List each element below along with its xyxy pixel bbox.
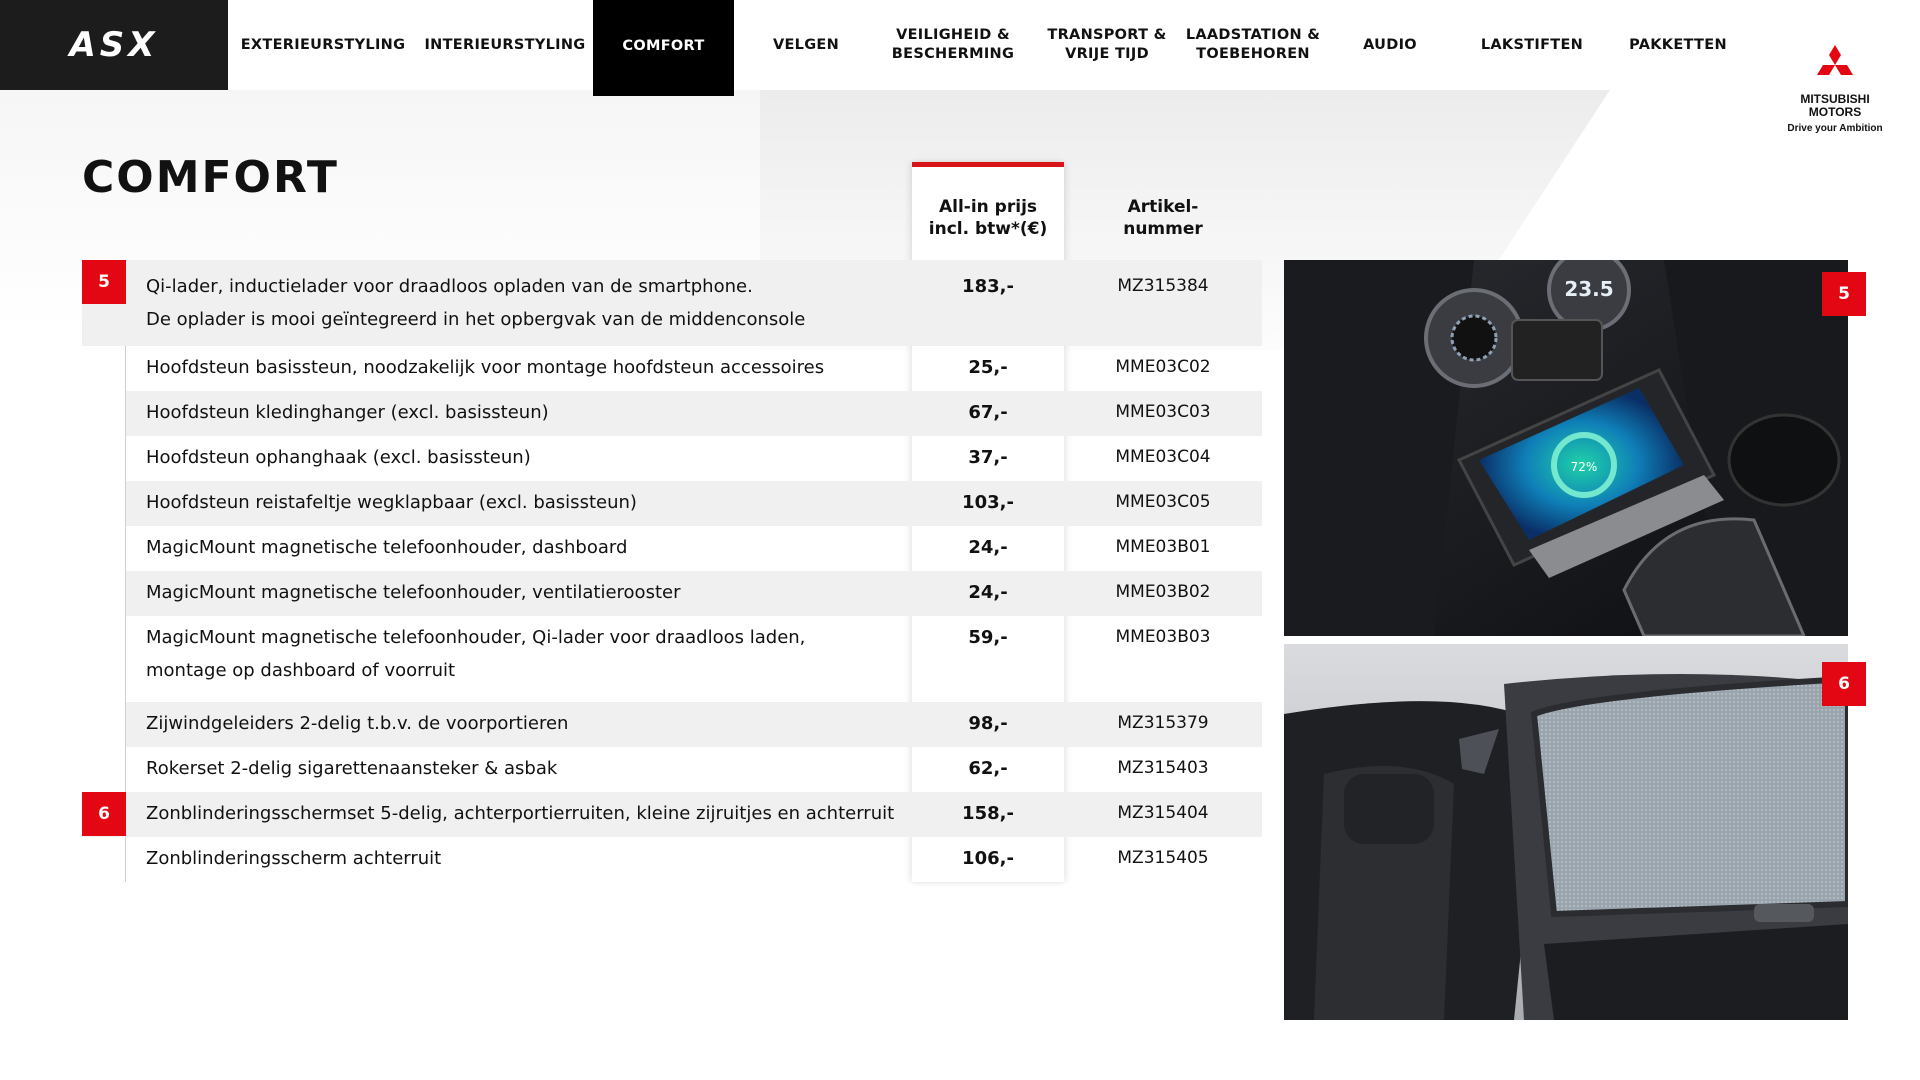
nav-comfort[interactable] — [593, 0, 734, 92]
table-row — [82, 747, 1262, 792]
price-column-red-bar — [912, 162, 1064, 167]
item-article-number: MZ315404 — [1117, 803, 1209, 823]
item-price: 25,- — [968, 357, 1008, 378]
nav-label: TRANSPORT & VRIJE TIJD — [1047, 27, 1167, 62]
nav-label: COMFORT — [622, 37, 705, 54]
item-price: 67,- — [968, 402, 1008, 423]
item-description: Zijwindgeleiders 2-delig t.b.v. de voorportieren — [146, 713, 569, 734]
item-article-number: MME03B02 — [1115, 582, 1211, 602]
nav-pakketten[interactable] — [1608, 0, 1748, 90]
item-article-number: MME03C05 — [1115, 492, 1211, 512]
table-row — [82, 616, 1262, 702]
item-price: 106,- — [962, 848, 1014, 869]
row-divider-line — [125, 481, 126, 526]
nav-interieurstyling[interactable] — [420, 0, 590, 90]
item-description: Rokerset 2-delig sigarettenaansteker & asbak — [146, 758, 558, 779]
article-column-header: Artikel- nummer — [1123, 197, 1203, 239]
item-description: Zonblinderingsschermset 5-delig, achterportierruiten, kleine zijruitjes en achterruit — [146, 803, 895, 824]
item-article-number: MME03C04 — [1115, 447, 1211, 467]
nav-label: EXTERIEURSTYLING — [240, 36, 406, 53]
page-title: COMFORT — [82, 152, 339, 203]
row-divider-line — [125, 747, 126, 792]
photo-5-badge: 5 — [1822, 272, 1866, 316]
table-row — [82, 526, 1262, 571]
mitsubishi-diamonds-icon — [1815, 45, 1855, 85]
nav-label: LAKSTIFTEN — [1480, 36, 1584, 53]
table-row — [82, 436, 1262, 481]
item-price: 183,- — [962, 276, 1014, 297]
row-divider-line — [125, 346, 126, 391]
table-row — [82, 792, 1262, 837]
temp-readout: 23.5 — [1564, 277, 1614, 301]
item-article-number: MZ315379 — [1117, 713, 1209, 733]
charge-percentage: 72% — [1570, 460, 1598, 474]
nav-audio[interactable] — [1330, 0, 1450, 90]
row-divider-line — [125, 391, 126, 436]
nav-label: INTERIEURSTYLING — [424, 36, 586, 53]
item-article-number: MME03C03 — [1115, 402, 1211, 422]
table-row — [82, 571, 1262, 616]
photo-wireless-charger — [1284, 260, 1848, 636]
item-article-number: MZ315384 — [1117, 276, 1209, 296]
table-row — [82, 260, 1262, 346]
asx-logo[interactable] — [0, 0, 228, 90]
item-description: Hoofdsteun kledinghanger (excl. basissteun) — [146, 402, 549, 423]
price-column-header: All-in prijs incl. btw*(€) — [928, 197, 1048, 239]
row-divider-line — [125, 837, 126, 882]
nav-laadstation-toebehoren[interactable] — [1178, 0, 1328, 90]
item-description: Hoofdsteun reistafeltje wegklapbaar (excl. basissteun) — [146, 492, 637, 513]
table-row — [82, 481, 1262, 526]
item-price: 158,- — [962, 803, 1014, 824]
item-description: MagicMount magnetische telefoonhouder, dashboard — [146, 537, 628, 558]
nav-velgen[interactable] — [744, 0, 868, 90]
item-description: Hoofdsteun ophanghaak (excl. basissteun) — [146, 447, 531, 468]
item-article-number: MZ315405 — [1117, 848, 1209, 868]
brand-tagline: Drive your Ambition — [1787, 123, 1883, 134]
nav-active-underline — [593, 92, 734, 96]
item-article-number: MME03B03 — [1115, 627, 1211, 647]
item-price: 59,- — [968, 627, 1008, 648]
item-number-badge: 6 — [82, 792, 126, 836]
item-price: 37,- — [968, 447, 1008, 468]
nav-veiligheid-bescherming[interactable] — [878, 0, 1028, 90]
row-divider-line — [125, 436, 126, 481]
nav-label: AUDIO — [1363, 36, 1417, 53]
item-description: Qi-lader, inductielader voor draadloos opladen van de smartphone. De oplader is mooi geïntegreerd in het opbergvak van de middenconsole — [146, 276, 806, 330]
photo-rear-window-sunshade — [1284, 644, 1848, 1020]
table-row — [82, 702, 1262, 747]
item-price: 98,- — [968, 713, 1008, 734]
item-article-number: MME03C02 — [1115, 357, 1211, 377]
mitsubishi-brand — [1770, 45, 1900, 145]
table-row — [82, 837, 1262, 882]
item-description: MagicMount magnetische telefoonhouder, Qi-lader voor draadloos laden, montage op dashboard of voorruit — [146, 627, 806, 681]
item-article-number: MZ315403 — [1117, 758, 1209, 778]
brand-name: MITSUBISHI MOTORS — [1800, 92, 1870, 119]
item-number-badge: 5 — [82, 260, 126, 304]
comfort-price-table — [82, 260, 1262, 882]
nav-label: PAKKETTEN — [1629, 36, 1727, 53]
item-price: 103,- — [962, 492, 1014, 513]
item-price: 24,- — [968, 537, 1008, 558]
nav-transport-vrije-tijd[interactable] — [1032, 0, 1182, 90]
item-price: 24,- — [968, 582, 1008, 603]
nav-label: VEILIGHEID & BESCHERMING — [891, 27, 1015, 62]
row-divider-line — [125, 616, 126, 702]
asx-wordmark-text: ASX — [69, 29, 159, 61]
item-description: Hoofdsteun basissteun, noodzakelijk voor montage hoofdsteun accessoires — [146, 357, 825, 378]
table-row — [82, 346, 1262, 391]
row-divider-line — [125, 702, 126, 747]
table-row — [82, 391, 1262, 436]
top-navigation — [0, 0, 1920, 96]
item-price: 62,- — [968, 758, 1008, 779]
item-article-number: MME03B01 — [1115, 537, 1211, 557]
nav-label: LAADSTATION & TOEBEHOREN — [1185, 27, 1321, 62]
nav-exterieurstyling[interactable] — [238, 0, 408, 90]
nav-label: VELGEN — [772, 36, 840, 53]
nav-lakstiften[interactable] — [1462, 0, 1602, 90]
item-description: MagicMount magnetische telefoonhouder, ventilatierooster — [146, 582, 681, 603]
row-divider-line — [125, 526, 126, 571]
photo-6-badge: 6 — [1822, 662, 1866, 706]
asx-wordmark-icon — [34, 29, 194, 61]
item-description: Zonblinderingsscherm achterruit — [146, 848, 442, 869]
row-divider-line — [125, 571, 126, 616]
